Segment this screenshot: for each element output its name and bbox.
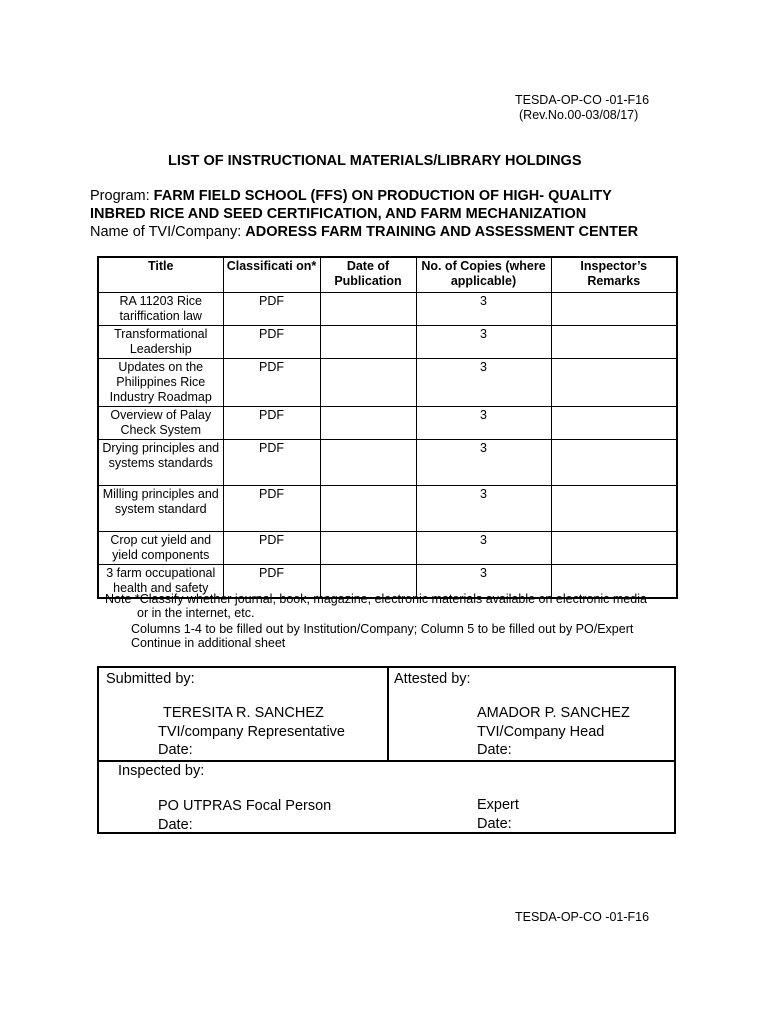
row-classification: PDF [223,486,320,532]
row-copies: 3 [416,359,551,407]
note-line2: or in the internet, etc. [137,606,255,620]
row-remarks [551,532,677,565]
footer-form-code: TESDA-OP-CO -01-F16 [515,910,650,924]
row-classification: PDF [223,532,320,565]
inspector2-role: Expert [477,797,519,813]
table-row [98,359,677,407]
submitted-role: TVI/company Representative [158,724,345,740]
row-date [320,326,416,359]
table-header-row [98,257,677,293]
document-title: LIST OF INSTRUCTIONAL MATERIALS/LIBRARY HOLDINGS [168,153,582,169]
attested-role: TVI/Company Head [477,724,605,740]
table-row [98,407,677,440]
table-row [98,532,677,565]
table-row [98,293,677,326]
row-title: Transformational Leadership [98,326,223,359]
inspector1-date: Date: [158,817,193,833]
col-classification-header: Classificati on* [223,257,320,293]
row-copies: 3 [416,293,551,326]
row-title: Drying principles and systems standards [98,440,223,486]
col-date-header: Date of Publication [320,257,416,293]
signature-divider-vertical [387,668,389,760]
row-remarks [551,407,677,440]
note-line3: Columns 1-4 to be filled out by Institution/Company; Column 5 to be filled out by PO/Expert [131,622,634,636]
row-copies: 3 [416,532,551,565]
row-copies: 3 [416,407,551,440]
row-copies: 3 [416,486,551,532]
col-remarks-header: Inspector’s Remarks [551,257,677,293]
row-remarks [551,440,677,486]
row-classification: PDF [223,293,320,326]
program-value-line2: INBRED RICE AND SEED CERTIFICATION, AND FARM MECHANIZATION [90,206,587,222]
form-code: TESDA-OP-CO -01-F16 [515,93,650,107]
submitted-name: TERESITA R. SANCHEZ [163,705,324,721]
table-row [98,326,677,359]
row-copies: 3 [416,326,551,359]
row-classification: PDF [223,326,320,359]
row-remarks [551,326,677,359]
row-copies: 3 [416,440,551,486]
row-classification: PDF [223,440,320,486]
row-copies: 3 [416,565,551,599]
signature-box [97,666,676,834]
attested-label: Attested by: [394,671,471,687]
row-date [320,532,416,565]
attested-name: AMADOR P. SANCHEZ [477,705,630,721]
row-remarks [551,293,677,326]
program-value-line1: FARM FIELD SCHOOL (FFS) ON PRODUCTION OF HIGH- QUALITY [153,188,612,204]
program-block [90,187,638,241]
inspected-label: Inspected by: [118,763,205,779]
row-date [320,486,416,532]
col-title-header: Title [98,257,223,293]
row-date [320,440,416,486]
row-date [320,407,416,440]
attested-date: Date: [477,742,512,758]
row-classification: PDF [223,565,320,599]
row-title: Overview of Palay Check System [98,407,223,440]
note-line1: Note *Classify whether journal, book, magazine, electronic materials available on electronic media [105,592,647,606]
row-title: Crop cut yield and yield components [98,532,223,565]
row-remarks [551,359,677,407]
revision-number: (Rev.No.00-03/08/17) [519,108,639,122]
table-row [98,486,677,532]
tvi-value: ADORESS FARM TRAINING AND ASSESSMENT CENTER [245,224,639,240]
row-title: 3 farm occupational health and safety [98,565,223,599]
program-label: Program: [90,188,150,204]
row-title: Updates on the Philippines Rice Industry Roadmap [98,359,223,407]
submitted-label: Submitted by: [106,671,195,687]
inspector2-date: Date: [477,816,512,832]
inspector1-role: PO UTPRAS Focal Person [158,798,332,814]
row-title: Milling principles and system standard [98,486,223,532]
col-copies-header: No. of Copies (where applicable) [416,257,551,293]
row-classification: PDF [223,407,320,440]
holdings-table [97,256,678,599]
row-title: RA 11203 Rice tariffication law [98,293,223,326]
note-line4: Continue in additional sheet [131,636,286,650]
row-classification: PDF [223,359,320,407]
table-row [98,440,677,486]
row-date [320,293,416,326]
row-remarks [551,486,677,532]
submitted-date: Date: [158,742,193,758]
row-date [320,359,416,407]
tvi-label: Name of TVI/Company: [90,224,242,240]
